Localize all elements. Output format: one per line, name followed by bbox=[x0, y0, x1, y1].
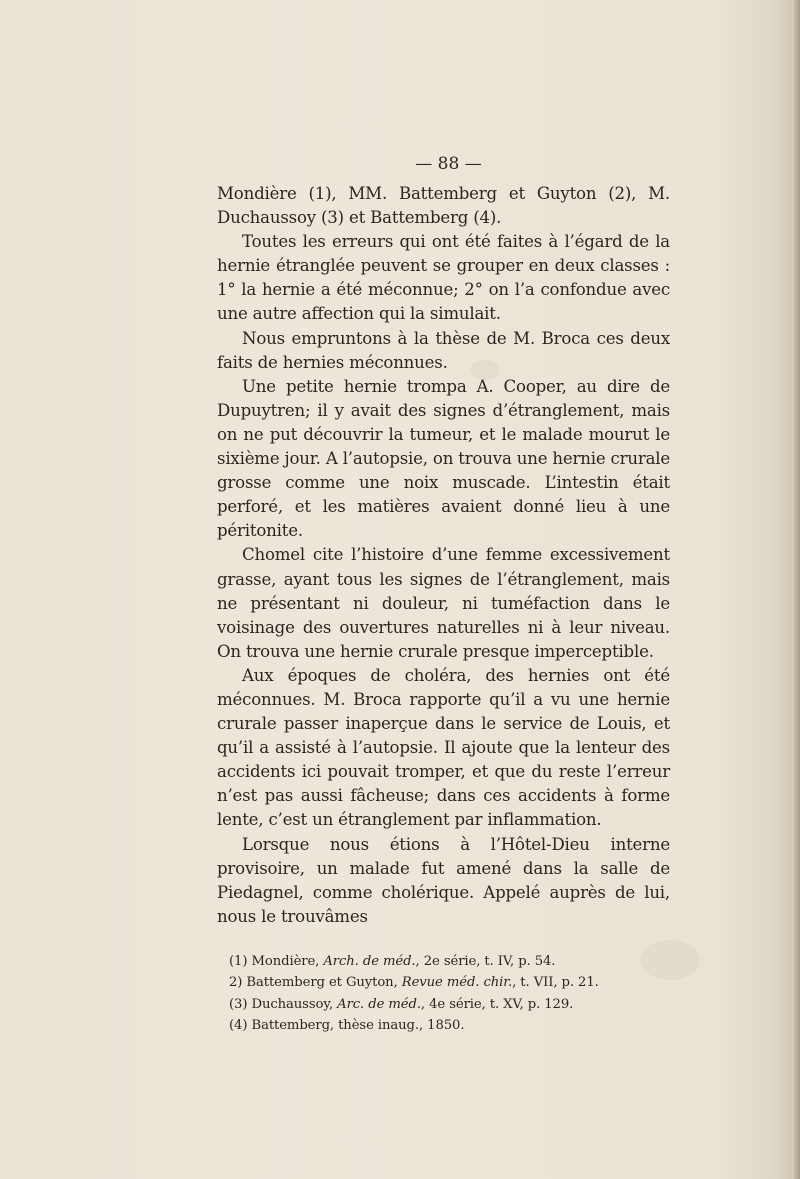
footnote-suffix: , 2e série, t. IV, p. 54. bbox=[415, 953, 556, 969]
paragraph: Aux époques de choléra, des hernies ont été méconnues. M. Broca rapporte qu’il a vu une hernie crurale passer inaperçue dans le service de Louis, et qu’il a assisté à l’autopsie. Il ajoute que la lenteur des accidents ici pouvait tromper, et que du reste l’erreur n’est pas aussi fâcheuse; dans ces accidents à forme lente, c’est un étranglement par inflammation. bbox=[217, 665, 670, 830]
footnote-journal: Arch. de méd. bbox=[323, 953, 416, 969]
paragraph: Chomel cite l’histoire d’une femme excessivement grasse, ayant tous les signes de l’étranglement, mais ne présentant ni douleur, ni tuméfaction dans le voisinage des ouvertures naturelles ni à leur niveau. On trouva une hernie crurale presque imperceptible. bbox=[217, 545, 670, 661]
page-edge bbox=[792, 0, 800, 1179]
footnote-suffix: , 4e série, t. XV, p. 129. bbox=[420, 996, 574, 1012]
footnote-journal: Arc. de méd. bbox=[337, 996, 421, 1012]
footnote bbox=[229, 1015, 670, 1037]
footnote-journal: Revue méd. chir. bbox=[401, 975, 513, 991]
footnote bbox=[229, 994, 670, 1016]
paragraph: Toutes les erreurs qui ont été faites à l’égard de la hernie étranglée peuvent se grouper en deux classes : 1° la hernie a été méconnue; 2° on l’a confondue avec une autre affection qui la simulait. bbox=[217, 232, 670, 324]
footnote-prefix: (1) Mondière, bbox=[229, 953, 324, 969]
footnote bbox=[229, 972, 670, 994]
paragraph: Une petite hernie trompa A. Cooper, au dire de Dupuytren; il y avait des signes d’étranglement, mais on ne put découvrir la tumeur, et le malade mourut le sixième jour. A l’autopsie, on trouva une hernie crurale grosse comme une noix muscade. L’intestin était perforé, et les matières avaient donné lieu à une péritonite. bbox=[217, 376, 670, 541]
paragraph: Lorsque nous étions à l’Hôtel-Dieu interne provisoire, un malade fut amené dans la salle de Piedagnel, comme cholérique. Appelé auprès de lui, nous le trouvâmes bbox=[217, 834, 670, 926]
body-text bbox=[217, 182, 670, 929]
footnote-suffix: , t. VII, p. 21. bbox=[512, 975, 599, 991]
footnote-prefix: (3) Duchaussoy, bbox=[229, 996, 338, 1012]
footnote bbox=[229, 951, 670, 973]
footnote-prefix: (4) Battemberg, thèse inaug., 1850. bbox=[229, 1018, 465, 1034]
footnotes bbox=[229, 951, 670, 1037]
footnote-prefix: 2) Battemberg et Guyton, bbox=[229, 975, 402, 991]
text-block bbox=[217, 152, 670, 1037]
paragraph: Nous empruntons à la thèse de M. Broca ces deux faits de hernies méconnues. bbox=[217, 328, 670, 372]
page-number: — 88 — bbox=[415, 154, 482, 174]
paragraph: Mondière (1), MM. Battemberg et Guyton (2), M. Duchaussoy (3) et Battemberg (4). bbox=[217, 184, 670, 228]
